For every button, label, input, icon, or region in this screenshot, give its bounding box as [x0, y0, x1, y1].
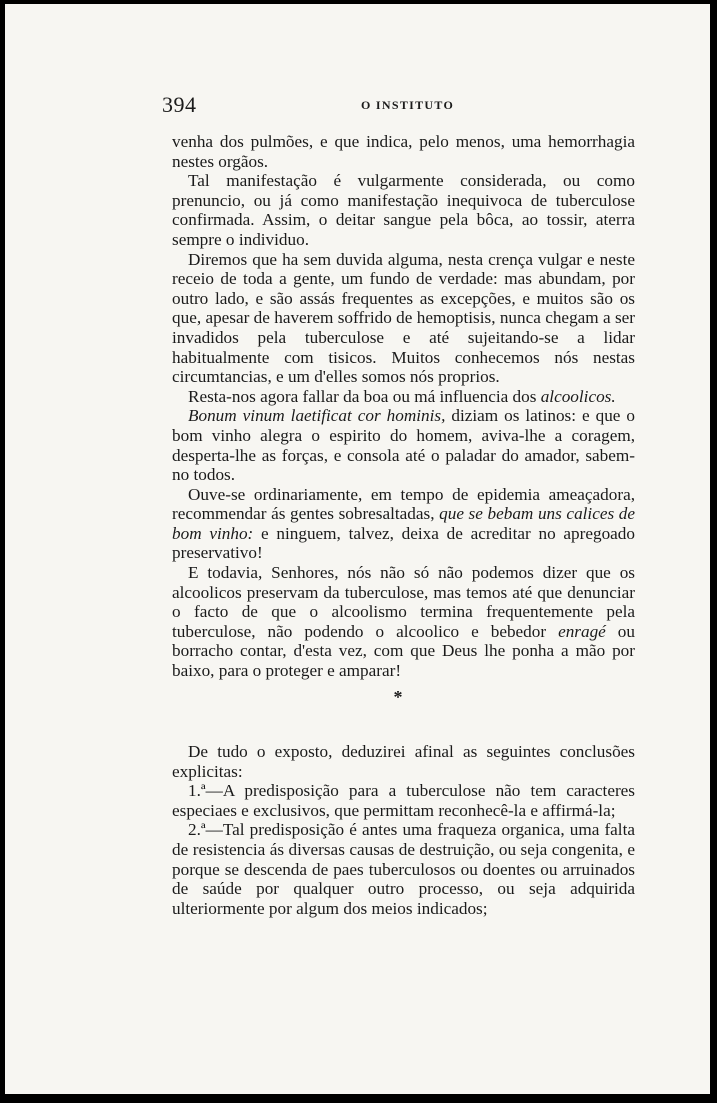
- paragraph-4: [172, 387, 635, 407]
- running-title: O INSTITUTO: [361, 98, 455, 112]
- paragraph-6: [172, 485, 635, 563]
- paragraph-6-italic: que se bebam uns calices de bom vinho:: [172, 504, 635, 543]
- latin-quote: Bonum vinum laetificat cor hominis,: [188, 406, 446, 426]
- paragraph-6-text: Ouve-se ordinariamente, em tempo de epidemia ameaçadora, recommendar ás gentes sobresaltadas,: [172, 484, 635, 524]
- paragraph-7-text-end: ou borracho contar, d'esta vez, com que Deus lhe ponha a mão por baixo, para o proteger e amparar!: [172, 621, 635, 681]
- page-number: 394: [162, 92, 197, 117]
- paragraph-3: Diremos que ha sem duvida alguma, nesta crença vulgar e neste receio de toda a gente, um fundo de verdade: mas abundam, por outro lado, e são assás frequentes as excepções, e muitos são os que, apesar de haverem soffrido de hemoptisis, nunca chegam a ser invadidos pela tuberculose e até sujeitando-se a lidar habitualmente com tisicos. Muitos conhecemos nós nestas circumtancias, e um d'elles somos nós proprios.: [172, 249, 635, 387]
- paragraph-5: [172, 406, 635, 484]
- paragraph-4-text: Resta-nos agora fallar da boa ou má influencia dos: [188, 386, 541, 406]
- paragraph-5-text: diziam os latinos: e que o bom vinho alegra o espirito do homem, aviva-lhe a coragem, desperta-lhe as forças, e consola até o paladar do amador, sabem-no todos.: [172, 406, 636, 485]
- book-page: [5, 4, 710, 1094]
- paragraph-7: [172, 563, 635, 681]
- paragraph-7-italic: enragé: [558, 621, 606, 641]
- conclusions-section: [172, 742, 635, 918]
- body-text: [172, 132, 635, 681]
- paragraph-6-text-end: e ninguem, talvez, deixa de acreditar no apregoado preservativo!: [172, 523, 635, 563]
- section-separator: *: [393, 687, 403, 707]
- paragraph-2: Tal manifestação é vulgarmente considerada, ou como prenuncio, ou já como manifestação inequivoca de tuberculose confirmada. Assim, o deitar sangue pela bôca, ao tossir, aterra sempre o individuo.: [172, 171, 635, 249]
- paragraph-4-italic: alcoolicos.: [540, 386, 616, 406]
- conclusion-item-2: 2.ª—Tal predisposição é antes uma fraqueza organica, uma falta de resistencia ás diversas causas de destruição, ou seja congenita, e porque se descenda de paes tuberculosos ou doentes ou arruinados de saúde por qualquer outro processo, ou seja adquirida ulteriormente por algum dos meios indicados;: [172, 820, 635, 918]
- paragraph-7-text: E todavia, Senhores, nós não só não podemos dizer que os alcoolicos preservam da tuberculose, mas temos até que denunciar o facto de que o alcoolismo termina frequentemente pela tuberculose, não podendo o alcoolico e bebedor: [172, 563, 635, 641]
- conclusions-intro: De tudo o exposto, deduzirei afinal as seguintes conclusões explicitas:: [172, 742, 635, 781]
- paragraph-1: venha dos pulmões, e que indica, pelo menos, uma hemorrhagia nestes orgãos.: [172, 132, 635, 171]
- conclusion-item-1: 1.ª—A predisposição para a tuberculose não tem caracteres especiaes e exclusivos, que permittam reconhecê-la e affirmá-la;: [172, 781, 635, 820]
- page-header: [162, 92, 632, 118]
